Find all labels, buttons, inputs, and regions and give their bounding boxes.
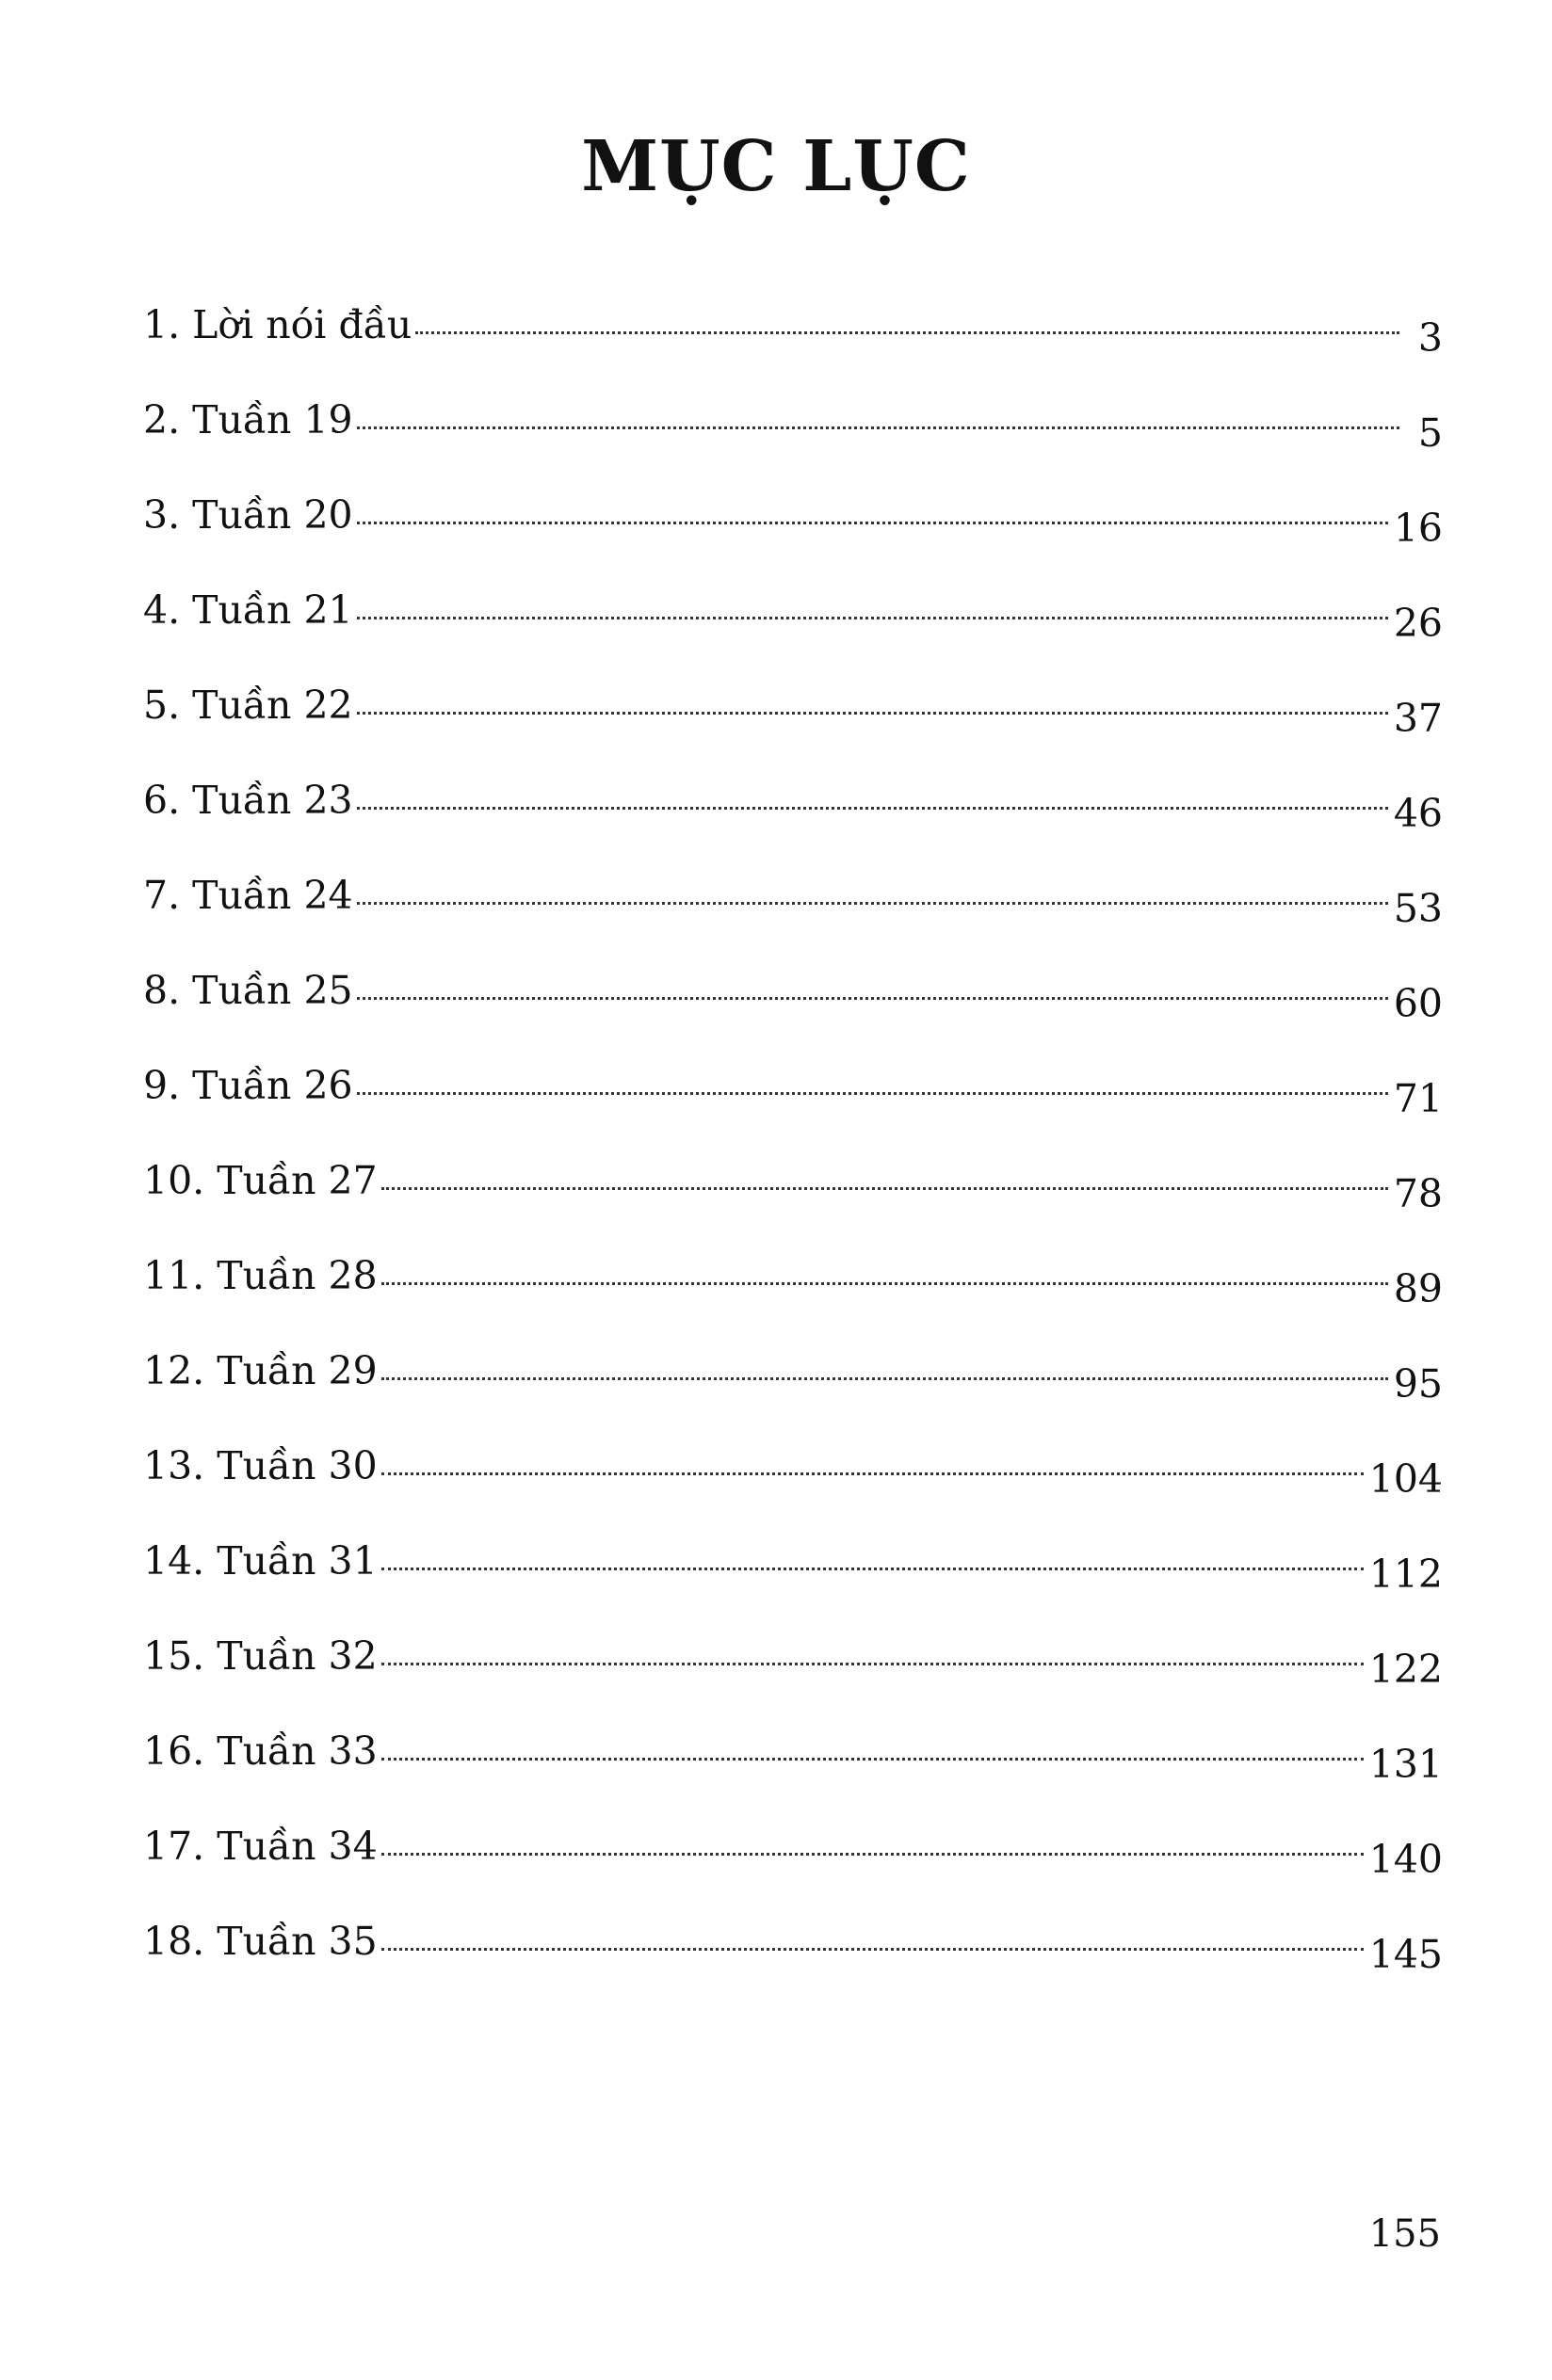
toc-entry-label: 12. Tuần 29 [143,1348,378,1393]
toc-entry-page: 60 [1393,981,1443,1026]
toc-entry [143,873,1443,972]
dot-leader [357,522,1388,524]
toc-entry-page: 46 [1393,791,1443,836]
dot-leader [357,617,1388,619]
toc-entry [143,778,1443,876]
toc-entry-label: 6. Tuần 23 [143,778,353,823]
toc-entry-label: 4. Tuần 21 [143,587,353,633]
toc-entry-page: 16 [1393,506,1443,551]
toc-entry-label: 17. Tuần 34 [143,1824,378,1869]
toc-entry [143,1538,1443,1637]
toc-entry-page: 71 [1393,1076,1443,1121]
toc-entry-label: 2. Tuần 19 [143,397,353,442]
dot-leader [381,1472,1364,1475]
page-title: MỤC LỤC [581,126,971,207]
toc-entry-page: 78 [1393,1171,1443,1216]
dot-leader [357,807,1388,810]
dot-leader [381,1663,1364,1665]
page-number: 155 [1368,2212,1441,2256]
toc-entry-label: 1. Lời nói đầu [143,302,412,347]
toc-entry [143,1633,1443,1732]
toc-entry-page: 89 [1393,1266,1443,1311]
toc-entry-label: 9. Tuần 26 [143,1063,353,1108]
toc-entry [143,492,1443,591]
table-of-contents [143,302,1443,2018]
dot-leader [381,1758,1364,1761]
toc-entry [143,968,1443,1067]
toc-entry-label: 7. Tuần 24 [143,873,353,918]
dot-leader [357,997,1388,1000]
toc-entry [143,1824,1443,1922]
dot-leader [357,902,1388,905]
toc-entry-label: 5. Tuần 22 [143,683,353,728]
dot-leader [381,1853,1364,1856]
dot-leader [357,712,1388,715]
toc-entry [143,683,1443,781]
toc-entry-page: 131 [1368,1742,1443,1787]
dot-leader [357,1092,1388,1095]
toc-entry [143,587,1443,686]
toc-entry-page: 5 [1417,410,1443,456]
dot-leader [381,1948,1364,1951]
toc-entry [143,1158,1443,1257]
toc-entry-page: 95 [1393,1361,1443,1407]
dot-leader [381,1568,1364,1570]
toc-entry-label: 14. Tuần 31 [143,1538,378,1584]
toc-entry-label: 11. Tuần 28 [143,1253,378,1298]
toc-entry [143,302,1443,401]
toc-entry-page: 112 [1368,1552,1443,1597]
toc-entry-label: 16. Tuần 33 [143,1729,378,1774]
toc-entry [143,1729,1443,1827]
dot-leader [381,1377,1388,1380]
toc-entry-label: 15. Tuần 32 [143,1633,378,1679]
toc-entry [143,1919,1443,2018]
toc-entry-page: 140 [1368,1837,1443,1882]
toc-entry-label: 8. Tuần 25 [143,968,353,1013]
toc-entry-label: 18. Tuần 35 [143,1919,378,1964]
toc-entry [143,1063,1443,1162]
toc-entry-page: 3 [1417,315,1443,361]
dot-leader [381,1282,1388,1285]
toc-entry-page: 122 [1368,1647,1443,1692]
dot-leader [357,426,1399,429]
toc-entry-label: 10. Tuần 27 [143,1158,378,1203]
toc-entry-page: 145 [1368,1932,1443,1977]
toc-entry [143,397,1443,496]
dot-leader [415,331,1399,334]
toc-entry-label: 3. Tuần 20 [143,492,353,538]
toc-entry-page: 26 [1393,601,1443,646]
toc-entry [143,1253,1443,1352]
toc-entry-page: 104 [1368,1456,1443,1502]
dot-leader [381,1187,1388,1190]
toc-entry-label: 13. Tuần 30 [143,1443,378,1488]
toc-entry [143,1348,1443,1447]
toc-entry [143,1443,1443,1542]
toc-entry-page: 37 [1393,696,1443,741]
toc-entry-page: 53 [1393,886,1443,931]
